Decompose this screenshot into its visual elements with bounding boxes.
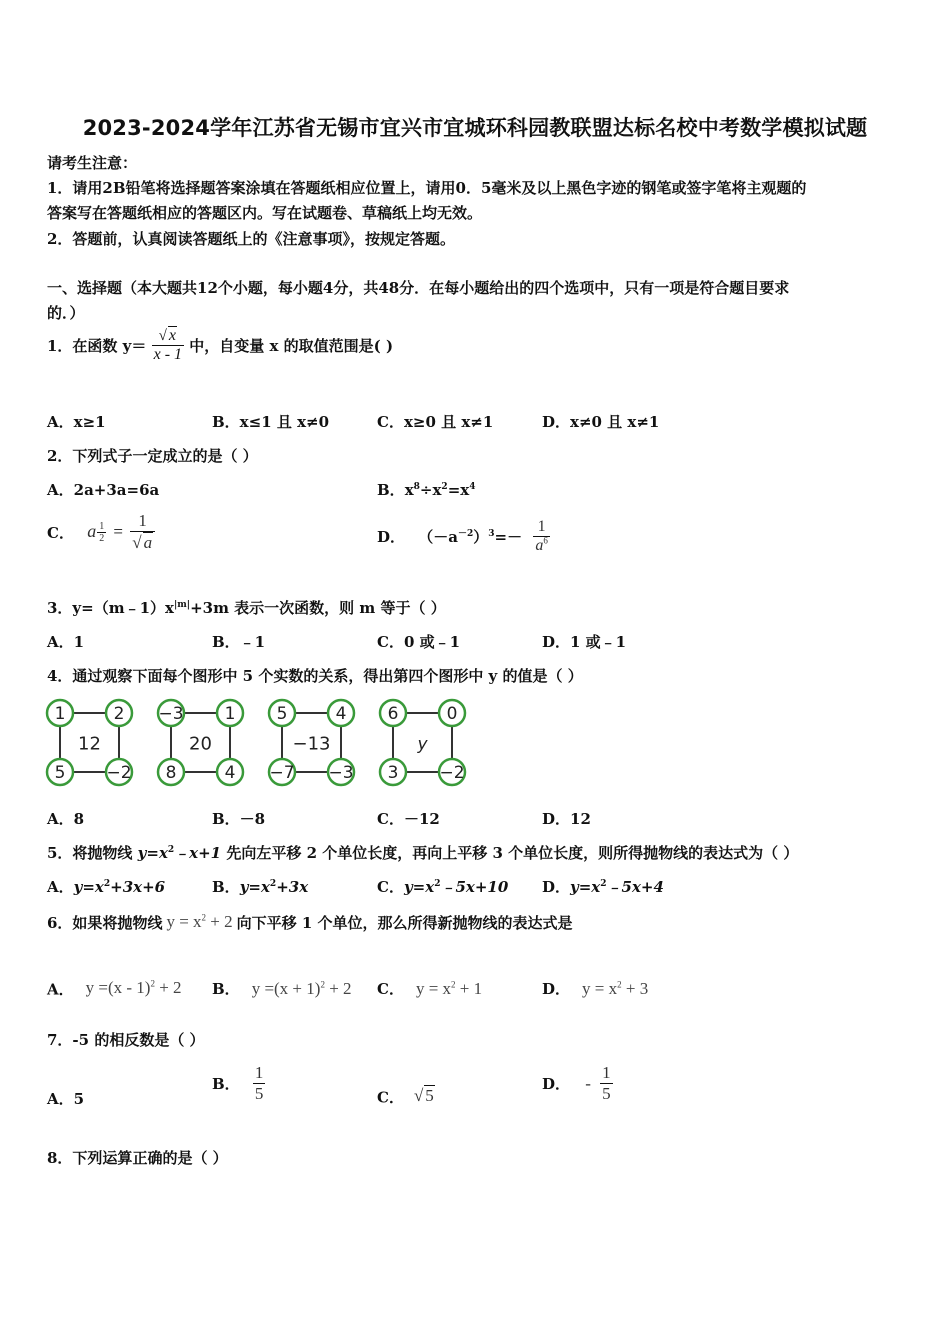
q4-figure-2 <box>158 700 243 785</box>
q7-option-b <box>212 1063 265 1104</box>
q4-figure-4 <box>380 700 465 785</box>
q5-c-expr: y=x <box>403 878 435 896</box>
q4-corner-value: 8 <box>165 763 177 783</box>
q3-exp: |m| <box>173 600 191 610</box>
q6-d-expr-b: + 3 <box>621 979 649 998</box>
q5-c-label: C． <box>377 878 404 896</box>
q6-expr-exp: 2 <box>201 912 207 923</box>
q7-d-num: 1 <box>602 1063 611 1082</box>
section-heading-line-1: 一、选择题（本大题共12个小题，每小题4分，共48分．在每小题给出的四个选项中，只有一项是符合题目要求 <box>47 279 790 297</box>
q6-d-expr <box>582 979 648 998</box>
question-7-stem: 7．-5 的相反数是（ ） <box>47 1031 205 1049</box>
q2-c-base-a: a <box>87 520 97 541</box>
question-2-stem: 2．下列式子一定成立的是（ ） <box>47 447 258 465</box>
q7-b-label: B． <box>212 1075 240 1093</box>
q6-c-label: C． <box>377 980 404 998</box>
q5-d-label: D． <box>542 878 571 896</box>
q7-d-fraction <box>600 1063 613 1104</box>
q5-d-rest: ﹣5x+4 <box>606 878 664 896</box>
q5-b-rest: +3x <box>276 878 309 896</box>
q2-c-label: C． <box>47 523 74 542</box>
notice-line-1b: 答案写在答题纸相应的答题区内。写在试题卷、草稿纸上均无效。 <box>47 204 483 222</box>
q5-stem-y: y=x <box>137 844 168 862</box>
q2-d-text1: （－a <box>418 528 458 546</box>
q7-b-den: 5 <box>254 1084 264 1103</box>
q2-b-exp3: 4 <box>469 482 476 492</box>
q6-expr-b: + 2 <box>206 912 233 931</box>
q5-b-exp: 2 <box>269 879 277 889</box>
q7-d-sign: - <box>585 1073 591 1093</box>
q2-c-exp-num: 1 <box>99 520 105 532</box>
q7-option-d <box>542 1063 613 1104</box>
q4-center-value: y <box>417 734 428 755</box>
q5-option-a <box>47 876 165 897</box>
q1-stem-suffix: 中，自变量 x 的取值范围是( ) <box>189 336 394 355</box>
q2-b-x: x <box>404 481 414 499</box>
q1-fraction: $\frac{√ x}{x - 1}$ <box>153 327 183 363</box>
q6-a-expr <box>86 978 182 997</box>
q4-figures <box>40 693 470 790</box>
q2-option-a: A．2a+3a=6a <box>47 481 160 499</box>
q4-corner-value: 5 <box>54 763 66 783</box>
q2-d-expr <box>418 526 522 547</box>
q6-option-a <box>47 978 182 1000</box>
q5-a-exp: 2 <box>103 879 111 889</box>
q5-d-exp: 2 <box>600 879 607 889</box>
q6-b-expr-b: + 2 <box>324 979 352 998</box>
q6-a-expr-b: + 2 <box>154 978 182 997</box>
q7-d-den: 5 <box>602 1084 611 1103</box>
q4-center-value: 20 <box>189 733 212 755</box>
q6-option-b <box>212 978 352 999</box>
q6-a-exp: 2 <box>150 978 155 989</box>
q7-d-label: D． <box>542 1075 571 1093</box>
q2-c-fraction: $\frac{1}{√ a}$ <box>130 511 155 553</box>
q6-b-exp: 2 <box>320 979 325 990</box>
q6-b-expr <box>252 979 352 998</box>
q2-d-exp1: －2 <box>457 529 474 539</box>
q4-option-d: D．12 <box>542 810 591 828</box>
q1-option-d: D．x≠0 且 x≠1 <box>542 413 660 431</box>
q2-d-label: D． <box>377 528 406 546</box>
q5-a-rest: +3x+6 <box>110 878 166 896</box>
q3-stem-a: 3．y=（m﹣1）x <box>47 599 174 617</box>
q4-option-b: B．－8 <box>212 810 266 828</box>
q6-c-expr <box>416 979 482 998</box>
q6-d-exp: 2 <box>617 979 622 990</box>
q2-c-num: 1 <box>130 511 155 532</box>
q6-stem-a: 6．如果将抛物线 <box>47 914 163 932</box>
q5-stem-a: 5．将抛物线 <box>47 844 138 862</box>
q4-corner-value: 1 <box>54 704 66 724</box>
q4-corner-value: 1 <box>224 704 236 724</box>
q4-corner-value: 5 <box>276 704 288 724</box>
q2-c-den: a <box>143 533 153 552</box>
q2-b-exp1: 8 <box>413 482 420 492</box>
question-1-stem <box>47 326 393 364</box>
q4-figure-3 <box>269 700 354 785</box>
notice-line-1a: 1．请用2B铅笔将选择题答案涂填在答题纸相应位置上，请用0．5毫米及以上黑色字迹的钢笔或签字笔将主观题的 <box>47 179 807 197</box>
q5-stem-exp: 2 <box>167 845 175 855</box>
q5-b-label: B． <box>212 878 240 896</box>
q6-option-d <box>542 978 648 999</box>
q1-option-b: B．x≤1 且 x≠0 <box>212 413 330 431</box>
q6-b-label: B． <box>212 980 240 998</box>
q1-option-a: A．x≥1 <box>47 413 106 431</box>
q4-option-c: C．－12 <box>377 810 440 828</box>
q6-a-expr-a: y =(x - 1) <box>85 978 151 997</box>
q4-center-value: 12 <box>78 733 101 755</box>
q4-option-a: A．8 <box>47 810 85 828</box>
q6-c-expr-a: y = x <box>415 979 452 998</box>
q5-stem-c: 先向左平移 2 个单位长度，再向上平移 3 个单位长度，则所得抛物线的表达式为（ ） <box>221 844 799 862</box>
q4-corner-value: 0 <box>446 704 458 724</box>
q6-option-c <box>377 978 482 999</box>
q2-b-op: ÷x <box>419 481 442 499</box>
q7-b-fraction <box>253 1063 266 1104</box>
q4-corner-value: −2 <box>106 763 132 783</box>
q4-corner-value: −3 <box>328 763 354 783</box>
q2-c-eq: = <box>113 522 124 541</box>
q3-option-a: A．1 <box>47 633 85 651</box>
question-5-stem <box>47 842 798 863</box>
page-title: 2023-2024学年江苏省无锡市宜兴市宜城环科园教联盟达标名校中考数学模拟试题 <box>82 116 868 140</box>
q2-b-exp2: 2 <box>441 482 448 492</box>
q5-stem-b: ﹣x+1 <box>174 844 222 862</box>
q2-d-fraction <box>533 518 550 555</box>
q6-b-expr-a: y =(x + 1) <box>251 979 321 998</box>
q4-corner-value: −2 <box>439 763 465 783</box>
q6-a-label: A． <box>47 980 74 999</box>
q4-corner-value: 4 <box>335 704 347 724</box>
q2-b-label: B． <box>377 481 405 499</box>
q6-c-exp: 2 <box>451 979 456 990</box>
q2-d-den-exp: 6 <box>543 535 548 546</box>
q4-corner-value: 2 <box>113 704 125 724</box>
q6-expr <box>166 912 232 932</box>
q5-option-d <box>542 876 664 897</box>
q7-option-a: A．5 <box>47 1090 85 1108</box>
q5-b-expr: y=x <box>239 878 270 896</box>
q7-c-label: C． <box>377 1088 404 1107</box>
q3-stem-b: +3m 表示一次函数，则 m 等于（ ） <box>190 599 446 617</box>
q3-option-c: C．0 或﹣1 <box>377 633 461 651</box>
q4-corner-value: −7 <box>269 763 295 783</box>
q3-option-d: D．1 或﹣1 <box>542 633 627 651</box>
q1-option-c: C．x≥0 且 x≠1 <box>377 413 494 431</box>
q2-d-den: a <box>535 537 544 554</box>
q7-option-c: C． √ 5 <box>377 1086 434 1107</box>
q2-d-text3: =－ <box>494 528 523 546</box>
q2-c-base <box>87 521 106 544</box>
q5-c-exp: 2 <box>434 879 441 889</box>
notice-heading: 请考生注意： <box>47 154 138 172</box>
q1-stem-prefix: 1．在函数 y＝ <box>47 336 147 355</box>
q5-option-c <box>377 876 508 897</box>
q2-option-d <box>377 518 550 555</box>
q5-c-rest: ﹣5x+10 <box>440 878 509 896</box>
q2-d-text2: ） <box>473 528 489 546</box>
question-4-stem: 4．通过观察下面每个图形中 5 个实数的关系，得出第四个图形中 y 的值是（ ） <box>47 667 583 685</box>
q4-figure-1 <box>47 700 132 785</box>
q6-expr-a: y = x <box>166 912 202 931</box>
question-3-stem <box>47 597 446 618</box>
notice-line-2: 2．答题前，认真阅读答题纸上的《注意事项》，按规定答题。 <box>47 230 455 248</box>
q6-stem-b: 向下平移 1 个单位，那么所得新抛物线的表达式是 <box>236 914 573 932</box>
q4-center-value: −13 <box>292 733 331 755</box>
q5-a-label: A． <box>47 878 74 896</box>
question-8-stem: 8．下列运算正确的是（ ） <box>47 1149 228 1167</box>
q2-option-b <box>377 479 475 500</box>
q4-corner-value: −3 <box>158 704 184 724</box>
q4-corner-value: 6 <box>387 704 399 724</box>
q2-option-c <box>47 511 155 553</box>
q2-b-eq: =x <box>447 481 470 499</box>
q6-d-expr-a: y = x <box>582 979 618 998</box>
q2-d-exp2: 3 <box>488 529 495 539</box>
section-heading-line-2: 的．） <box>47 304 85 322</box>
question-6-stem <box>47 912 573 933</box>
q1-frac-num: x <box>168 327 177 344</box>
q1-frac-den: x - 1 <box>153 346 183 363</box>
q5-a-expr: y=x <box>73 878 104 896</box>
q5-option-b <box>212 876 308 897</box>
q6-c-expr-b: + 1 <box>455 979 483 998</box>
q4-corner-value: 3 <box>387 763 399 783</box>
q2-c-exp-den: 2 <box>99 532 105 544</box>
q7-c-rad: 5 <box>425 1086 434 1105</box>
q5-d-expr: y=x <box>570 878 601 896</box>
q3-option-b: B．﹣1 <box>212 633 266 651</box>
q4-corner-value: 4 <box>224 763 236 783</box>
q2-d-num: 1 <box>533 518 550 537</box>
q7-b-num: 1 <box>254 1063 264 1082</box>
q6-d-label: D． <box>542 980 571 998</box>
